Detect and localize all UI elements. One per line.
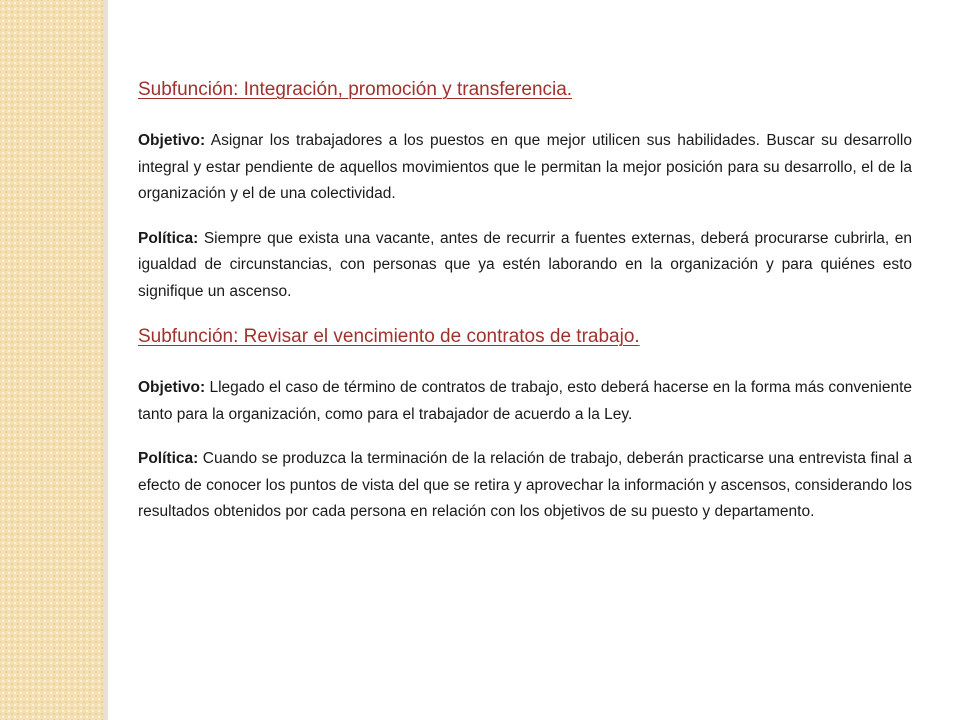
spacer [138,351,912,375]
section2-policy-label: Política: [138,450,199,467]
section1-objective [138,128,912,208]
decorative-side-band [0,0,104,720]
spacer [138,305,912,323]
side-band-edge [104,0,108,720]
section2-objective-text: Llegado el caso de término de contratos de trabajo, esto deberá hacerse en la forma más conveniente tanto para la organización, como para el trabajador de acuerdo a la Ley. [138,379,912,423]
spacer [138,208,912,226]
section2-objective-label: Objetivo: [138,379,206,396]
section2-policy-text: Cuando se produzca la terminación de la relación de trabajo, deberán practicarse una entrevista final a efecto de conocer los puntos de vista del que se retira y aprovechar la información y ascensos, considerando los resultados obtenidos por cada persona en relación con los objetivos de su puesto y departamento. [138,450,912,520]
section2-heading: Subfunción: Revisar el vencimiento de contratos de trabajo. [138,326,640,347]
section1-objective-text: Asignar los trabajadores a los puestos en que mejor utilicen sus habilidades. Buscar su desarrollo integral y estar pendiente de aquellos movimientos que le permitan la mejor posición para su desarrollo, el de la organización y el de una colectividad. [138,132,912,202]
slide-content [138,76,912,526]
section1-policy-text: Siempre que exista una vacante, antes de recurrir a fuentes externas, deberá procurarse cubrirla, en igualdad de circunstancias, con personas que ya estén laborando en la organización y para quiénes esto signifique un ascenso. [138,229,912,300]
section2-policy [138,446,912,526]
spacer [138,104,912,128]
section1-policy-label: Política: [138,229,199,247]
section2-objective [138,375,912,428]
section1-heading: Subfunción: Integración, promoción y transferencia. [138,79,573,100]
spacer [138,428,912,446]
section1-policy [138,226,912,306]
section1-objective-label: Objetivo: [138,132,206,149]
